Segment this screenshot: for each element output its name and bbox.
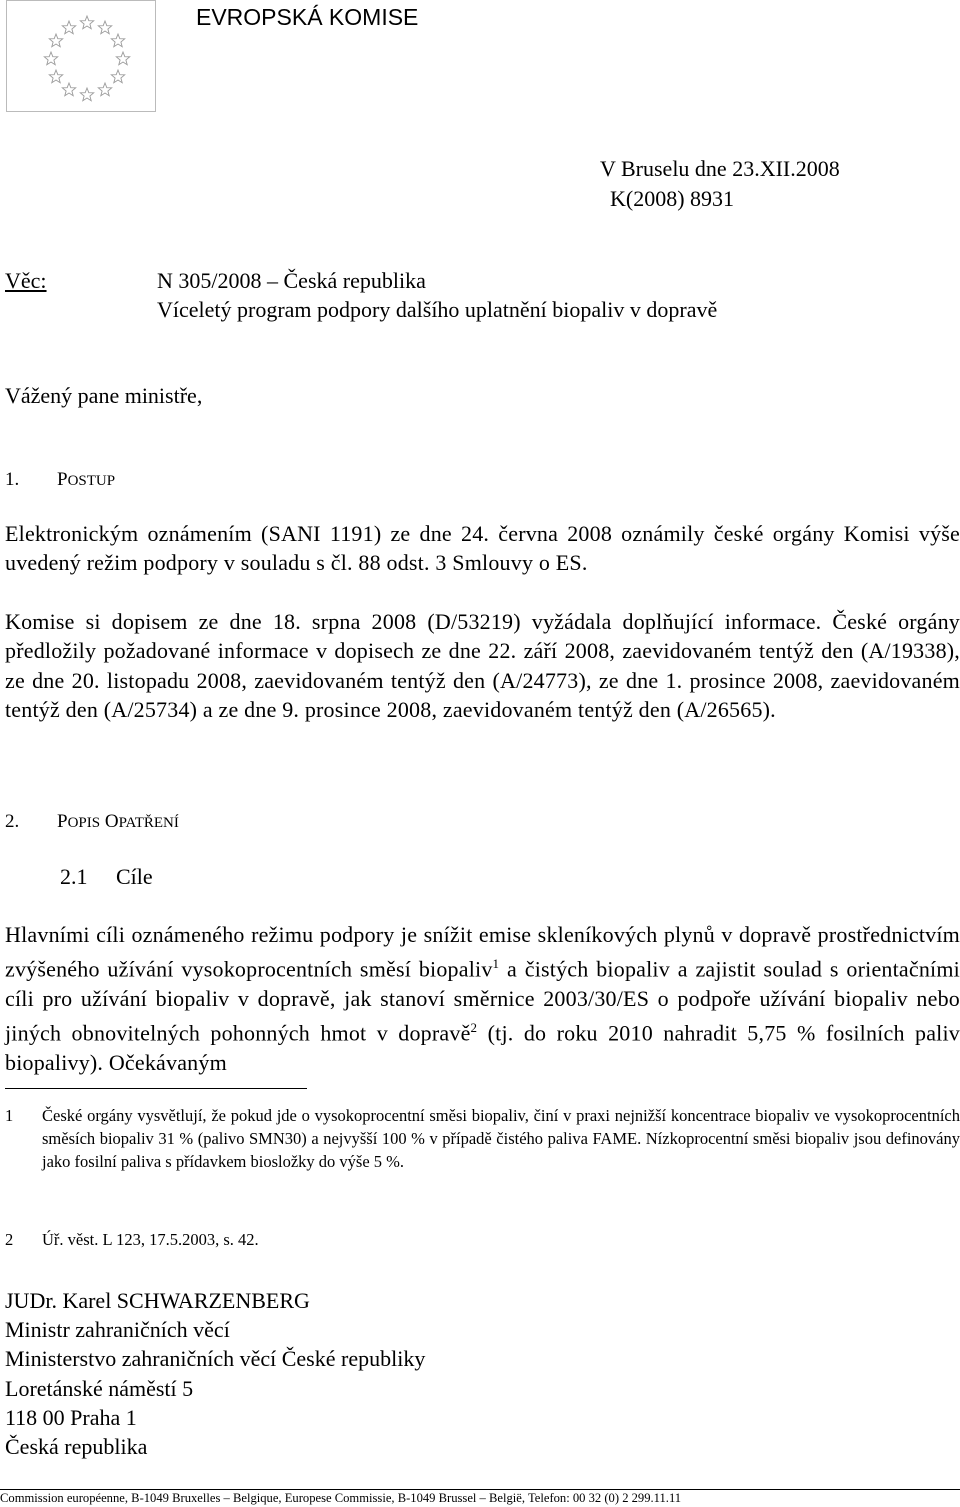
subject-label: Věc: (5, 268, 47, 293)
footnote-2 (5, 1228, 960, 1251)
footnote-ref-1[interactable]: 1 (492, 956, 500, 972)
footnote-ref-2[interactable]: 2 (470, 1020, 478, 1036)
reference-number: K(2008) 8931 (610, 186, 735, 211)
recipient-ministry: Ministerstvo zahraničních věcí České republiky (5, 1346, 426, 1372)
commission-title: EVROPSKÁ KOMISE (196, 4, 419, 30)
footnote-2-text: Úř. věst. L 123, 17.5.2003, s. 42. (42, 1230, 259, 1249)
footnote-2-number: 2 (5, 1230, 14, 1249)
section-2-number: 2. (5, 811, 20, 832)
footnote-1-number: 1 (5, 1106, 14, 1125)
footer-divider (0, 1489, 960, 1490)
section-2-paragraph: Hlavními cíli oznámeného režimu podpory je snížit emise skleníkových plynů v dopravě prostřednictvím zvýšeného užívání vysokoprocentních směsí biopaliv$^1$ a čistých biopaliv a zajistit soulad s orientačními cíli pro užívání biopaliv v dopravě, jak stanoví směrnice 2003/30/ES o podpoře užívání biopaliv nebo jiných obnovitelných pohonných hmot v dopravě$^2$ (tj. do roku 2010 nahradit 5,75 % fosilních paliv biopalivy). Očekávaným (5, 922, 960, 1075)
subsection-number: 2.1 (60, 864, 88, 889)
salutation: Vážený pane ministře, (5, 383, 203, 408)
subsection-2-1-heading (60, 864, 153, 890)
section-2-heading: 2. POPIS OPATŘENÍ (5, 811, 179, 832)
footnote-1 (5, 1104, 960, 1174)
recipient-title: Ministr zahraničních věcí (5, 1317, 230, 1343)
page-footer: Commission européenne, B-1049 Bruxelles – Belgique, Europese Commissie, B-1049 Brussel – België, Telefon: 00 32 (0) 2 299.11.11 (0, 1491, 682, 1505)
eu-stars-icon (7, 1, 155, 111)
section-1-paragraph-1: Elektronickým oznámením (SANI 1191) ze dne 24. června 2008 oznámily české orgány Komisi výše uvedený režim podpory v souladu s čl. 88 odst. 3 Smlouvy o ES. (5, 521, 960, 576)
recipient-address (5, 1286, 425, 1461)
recipient-name: JUDr. Karel SCHWARZENBERG (5, 1288, 310, 1313)
recipient-city: 118 00 Praha 1 (5, 1404, 137, 1430)
footnote-divider (5, 1088, 307, 1089)
section-1-number: 1. (5, 469, 20, 490)
section-1-paragraph-2: Komise si dopisem ze dne 18. srpna 2008 (D/53219) vyžádala doplňující informace. České orgány předložily požadované informace v dopisech ze dne 22. září 2008, zaevidovaném tentýž den (A/19338), ze dne 20. listopadu 2008, zaevidovaném tentýž den (A/24773), ze dne 1. prosince 2008, zaevidovaném tentýž den (A/25734) a ze dne 9. prosince 2008, zaevidovaném tentýž den (A/26565). (5, 609, 960, 722)
recipient-country: Česká republika (5, 1434, 148, 1460)
subject-line-1: N 305/2008 – Česká republika (157, 268, 426, 293)
section-1-heading: 1. POSTUP (5, 469, 116, 490)
recipient-street: Loretánské náměstí 5 (5, 1375, 194, 1401)
subject-line-2: Víceletý program podpory dalšího uplatnění biopaliv v dopravě (157, 297, 718, 322)
eu-logo (6, 0, 156, 112)
subsection-title: Cíle (116, 864, 153, 889)
dateline: V Bruselu dne 23.XII.2008 (600, 156, 840, 181)
footnote-1-text: České orgány vysvětlují, že pokud jde o vysokoprocentní směsi biopaliv, činí v praxi nejnižší koncentrace biopaliv ve vysokoprocentních směsích biopaliv 31 % (palivo SMN30) a nejvyšší 100 % v případě čistého paliva FAME. Nízkoprocentní směsi biopaliv jsou definovány jako fosilní paliva s přídavkem biosložky do výše 5 %. (42, 1106, 960, 1172)
